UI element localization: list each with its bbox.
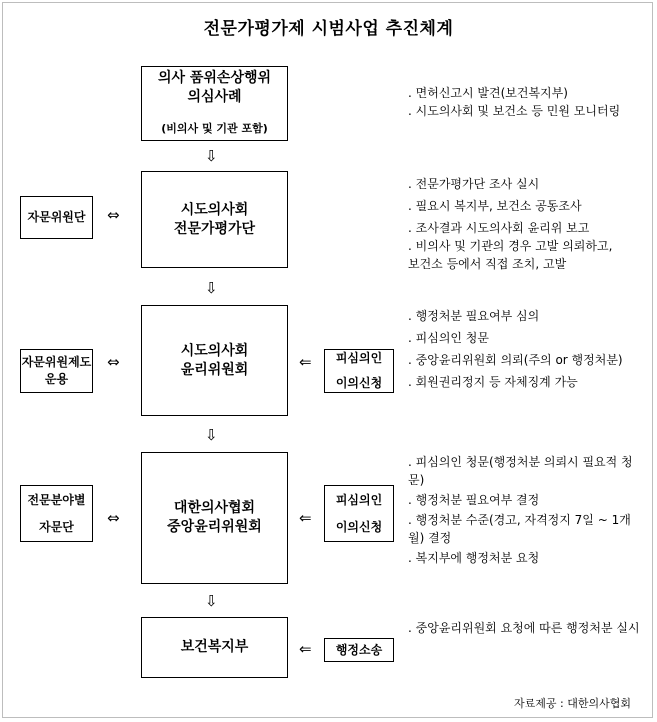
note-item: . 중앙윤리위원회 의뢰(주의 or 행정처분) bbox=[408, 353, 623, 367]
note-item: . 회원권리정지 등 자체징계 가능 bbox=[408, 375, 578, 389]
note-item: . 전문가평가단 조사 실시 bbox=[408, 177, 540, 191]
box-line: 보건복지부 bbox=[180, 639, 249, 655]
bidirectional-arrow-icon: ⇔ bbox=[107, 509, 120, 527]
bidirectional-arrow-icon: ⇔ bbox=[107, 206, 120, 224]
left-arrow-icon: ⇐ bbox=[299, 353, 312, 371]
side-advisory-committee bbox=[20, 196, 93, 239]
down-arrow-icon: ⇩ bbox=[205, 279, 218, 297]
notes-step2 bbox=[408, 175, 612, 273]
box-line: 시도의사회 bbox=[180, 201, 249, 218]
notes-step4 bbox=[408, 453, 644, 567]
box-suspected-case bbox=[141, 66, 288, 141]
box-line: 의사 품위손상행위 bbox=[157, 70, 272, 86]
left-arrow-icon: ⇐ bbox=[299, 509, 312, 527]
notes-step5 bbox=[408, 619, 640, 637]
side-line: 전문분야별 bbox=[27, 492, 86, 507]
note-item: . 필요시 복지부, 보건소 공동조사 bbox=[408, 199, 582, 213]
down-arrow-icon: ⇩ bbox=[205, 592, 218, 610]
notes-step1 bbox=[408, 84, 620, 120]
box-ministry-of-health bbox=[141, 617, 288, 678]
side-line: 운용 bbox=[44, 372, 69, 386]
note-item: . 행정처분 필요여부 결정 bbox=[408, 493, 540, 507]
side-line: 자문위원단 bbox=[27, 210, 86, 224]
side-line: 자문단 bbox=[39, 519, 74, 534]
side-expert-advisory-group bbox=[20, 485, 93, 542]
box-line: 전문가평가단 bbox=[173, 220, 256, 237]
note-item: . 면허신고시 발견(보건복지부) bbox=[408, 86, 568, 100]
side-line: 피심의인 bbox=[335, 351, 383, 365]
box-line: 의심사례 bbox=[187, 89, 242, 105]
side-administrative-litigation bbox=[324, 638, 394, 662]
box-central-ethics-committee bbox=[141, 452, 288, 584]
note-item: . 중앙윤리위원회 요청에 따른 행정처분 실시 bbox=[408, 621, 640, 635]
note-item: . 행정처분 수준(경고, 자격정지 7일 ~ 1개월) 결정 bbox=[408, 513, 631, 545]
side-line: 이의신청 bbox=[335, 376, 383, 390]
side-line: 행정소송 bbox=[335, 642, 383, 657]
note-item: . 행정처분 필요여부 심의 bbox=[408, 309, 540, 323]
left-arrow-icon: ⇐ bbox=[299, 640, 312, 658]
box-line: 중앙윤리위원회 bbox=[167, 519, 262, 535]
box-expert-evaluation-team bbox=[141, 171, 288, 268]
side-advisory-system bbox=[20, 349, 93, 393]
note-item: 보건소 등에서 직접 조치, 고발 bbox=[408, 257, 567, 271]
side-line: 이의신청 bbox=[335, 519, 383, 534]
side-line: 자문위원제도 bbox=[21, 355, 92, 369]
note-item: . 복지부에 행정처분 요청 bbox=[408, 551, 540, 565]
bidirectional-arrow-icon: ⇔ bbox=[107, 353, 120, 371]
box-line: 시도의사회 bbox=[180, 342, 249, 359]
down-arrow-icon: ⇩ bbox=[205, 426, 218, 444]
box-regional-ethics-committee bbox=[141, 305, 288, 416]
down-arrow-icon: ⇩ bbox=[205, 147, 218, 165]
box-subtext: (비의사 및 기관 포함) bbox=[161, 122, 268, 135]
side-line: 피심의인 bbox=[335, 492, 383, 507]
diagram-title: 전문가평가제 시범사업 추진체계 bbox=[203, 19, 454, 39]
note-item: . 시도의사회 및 보건소 등 민원 모니터링 bbox=[408, 104, 621, 118]
note-item: . 피심의인 청문(행정처분 의뢰시 필요적 청문) bbox=[408, 455, 633, 487]
note-item: . 비의사 및 기관의 경우 고발 의뢰하고, bbox=[408, 239, 613, 253]
note-item: . 조사결과 시도의사회 윤리위 보고 bbox=[408, 221, 590, 235]
note-item: . 피심의인 청문 bbox=[408, 331, 489, 345]
notes-step3 bbox=[408, 307, 623, 391]
side-objection-step3 bbox=[324, 349, 394, 393]
box-line: 대한의사협회 bbox=[173, 500, 256, 516]
source-credit: 자료제공 : 대한의사협회 bbox=[514, 697, 631, 710]
box-line: 윤리위원회 bbox=[180, 361, 249, 378]
side-objection-step4 bbox=[324, 485, 394, 542]
